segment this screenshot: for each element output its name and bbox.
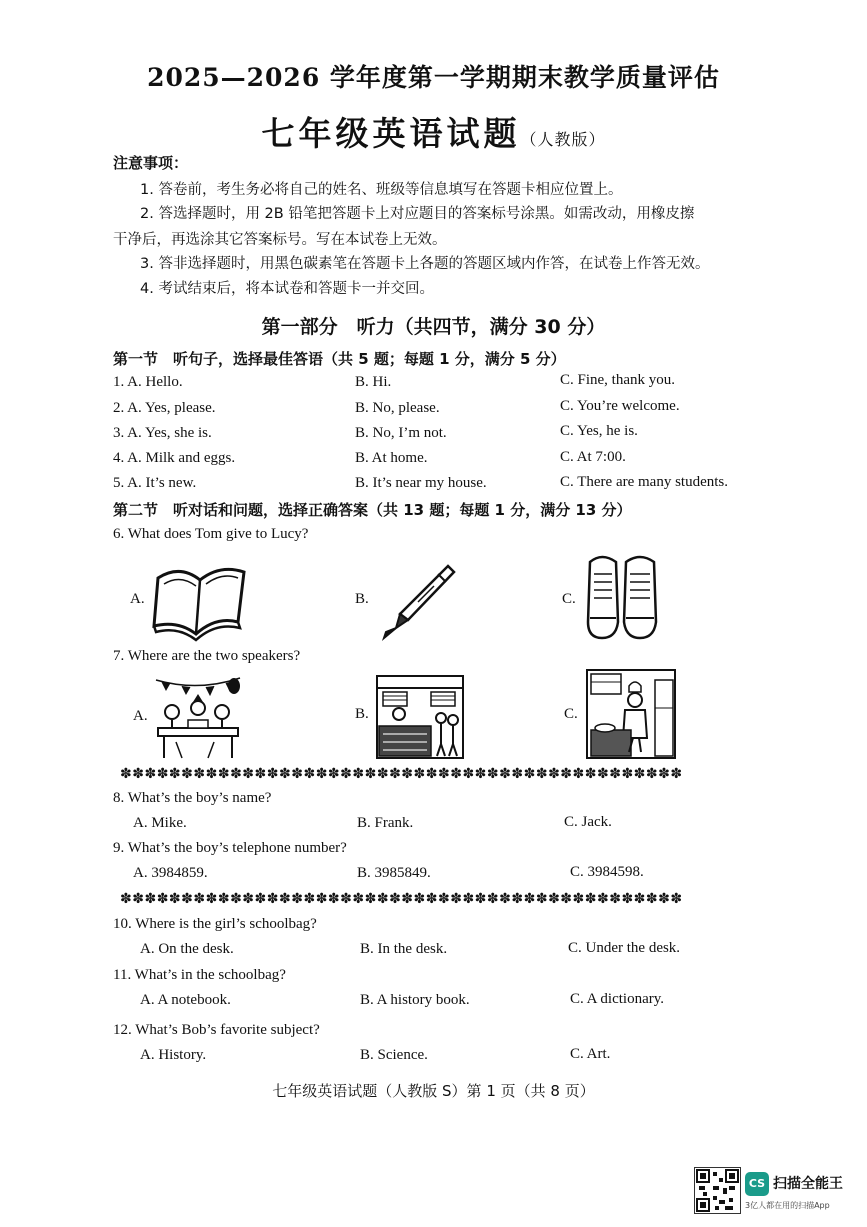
subtitle-text: 七年级英语试题 bbox=[261, 114, 521, 153]
q8-option-a: A. Mike. bbox=[133, 815, 187, 831]
q8-option-c: C. Jack. bbox=[564, 814, 612, 830]
section1-title: 第一节 听句子，选择最佳答语（共 5 题；每题 1 分，满分 5 分） bbox=[113, 350, 566, 368]
q12-option-a: A. History. bbox=[140, 1047, 207, 1063]
q6-label-c: C. bbox=[562, 591, 576, 607]
q7-stem: 7. Where are the two speakers? bbox=[113, 648, 301, 664]
note-4: 4. 考试结束后，将本试卷和答题卡一并交回。 bbox=[140, 281, 434, 297]
note-2-cont: 干净后，再选涂其它答案标号。写在本试卷上无效。 bbox=[113, 232, 447, 248]
q12-stem: 12. What’s Bob’s favorite subject? bbox=[113, 1022, 320, 1038]
q10-option-a: A. On the desk. bbox=[140, 941, 234, 957]
exam-subtitle bbox=[0, 108, 867, 155]
exam-title: 2025—2026 学年度第一学期期末教学质量评估 bbox=[147, 63, 720, 92]
q11-stem: 11. What’s in the schoolbag? bbox=[113, 967, 286, 983]
divider-stars-1: ✽✽✽✽✽✽✽✽✽✽✽✽✽✽✽✽✽✽✽✽✽✽✽✽✽✽✽✽✽✽✽✽✽✽✽✽✽✽✽✽✽✽✽✽✽✽ bbox=[120, 766, 683, 782]
q3-option-c: C. Yes, he is. bbox=[560, 423, 638, 439]
q6-label-b: B. bbox=[355, 591, 369, 607]
q10-option-c: C. Under the desk. bbox=[568, 940, 681, 956]
q5-option-b: B. It’s near my house. bbox=[355, 475, 487, 491]
sneakers-icon bbox=[582, 552, 662, 642]
note-2: 2. 答选择题时，用 2B 铅笔把答题卡上对应题目的答案标号涂黑。如需改动，用橡皮擦 bbox=[140, 206, 695, 222]
q12-option-c: C. Art. bbox=[570, 1046, 611, 1062]
q1-option-b: B. Hi. bbox=[355, 374, 392, 390]
divider-stars-2: ✽✽✽✽✽✽✽✽✽✽✽✽✽✽✽✽✽✽✽✽✽✽✽✽✽✽✽✽✽✽✽✽✽✽✽✽✽✽✽✽✽✽✽✽✽✽ bbox=[120, 891, 683, 907]
notes-heading: 注意事项： bbox=[113, 154, 189, 172]
q8-option-b: B. Frank. bbox=[357, 815, 414, 831]
q1-option-c: C. Fine, thank you. bbox=[560, 372, 675, 388]
q7-label-c: C. bbox=[564, 706, 578, 722]
qr-code-icon bbox=[694, 1167, 741, 1214]
q10-stem: 10. Where is the girl’s schoolbag? bbox=[113, 916, 317, 932]
q2-option-b: B. No, please. bbox=[355, 400, 440, 416]
open-book-icon bbox=[150, 560, 250, 642]
note-1: 1. 答卷前，考生务必将自己的姓名、班级等信息填写在答题卡相应位置上。 bbox=[140, 182, 623, 198]
q11-option-c: C. A dictionary. bbox=[570, 991, 665, 1007]
q11-option-b: B. A history book. bbox=[360, 992, 470, 1008]
q3-option-a: 3. A. Yes, she is. bbox=[113, 425, 212, 441]
section2-title: 第二节 听对话和问题，选择正确答案（共 13 题；每题 1 分，满分 13 分） bbox=[113, 501, 632, 519]
camscanner-name: 扫描全能王 bbox=[773, 1176, 843, 1192]
part1-title: 第一部分 听力（共四节，满分 30 分） bbox=[261, 316, 606, 338]
fountain-pen-icon bbox=[378, 562, 458, 642]
q3-option-b: B. No, I’m not. bbox=[355, 425, 447, 441]
camscanner-logo: CS bbox=[745, 1172, 769, 1196]
q7-label-b: B. bbox=[355, 706, 369, 722]
camscanner-tagline: 3亿人都在用的扫描App bbox=[745, 1201, 830, 1210]
q4-option-a: 4. A. Milk and eggs. bbox=[113, 450, 236, 466]
q5-option-a: 5. A. It’s new. bbox=[113, 475, 197, 491]
q1-option-a: 1. A. Hello. bbox=[113, 374, 183, 390]
q4-option-c: C. At 7:00. bbox=[560, 449, 626, 465]
edition-label: （人教版） bbox=[520, 130, 606, 149]
kitchen-scene-icon bbox=[585, 668, 677, 760]
party-scene-icon bbox=[152, 672, 244, 760]
page-footer: 七年级英语试题（人教版 S）第 1 页（共 8 页） bbox=[272, 1082, 595, 1100]
q2-option-a: 2. A. Yes, please. bbox=[113, 400, 216, 416]
q6-stem: 6. What does Tom give to Lucy? bbox=[113, 526, 309, 542]
q9-stem: 9. What’s the boy’s telephone number? bbox=[113, 840, 347, 856]
q9-option-a: A. 3984859. bbox=[133, 865, 208, 881]
note-3: 3. 答非选择题时，用黑色碳素笔在答题卡上各题的答题区域内作答，在试卷上作答无效。 bbox=[140, 256, 710, 272]
q9-option-b: B. 3985849. bbox=[357, 865, 431, 881]
q12-option-b: B. Science. bbox=[360, 1047, 428, 1063]
q8-stem: 8. What’s the boy’s name? bbox=[113, 790, 272, 806]
q11-option-a: A. A notebook. bbox=[140, 992, 231, 1008]
q6-label-a: A. bbox=[130, 591, 145, 607]
q10-option-b: B. In the desk. bbox=[360, 941, 448, 957]
q2-option-c: C. You’re welcome. bbox=[560, 398, 680, 414]
q7-label-a: A. bbox=[133, 708, 148, 724]
q9-option-c: C. 3984598. bbox=[570, 864, 644, 880]
q5-option-c: C. There are many students. bbox=[560, 474, 729, 490]
q4-option-b: B. At home. bbox=[355, 450, 428, 466]
shop-scene-icon bbox=[375, 672, 465, 760]
